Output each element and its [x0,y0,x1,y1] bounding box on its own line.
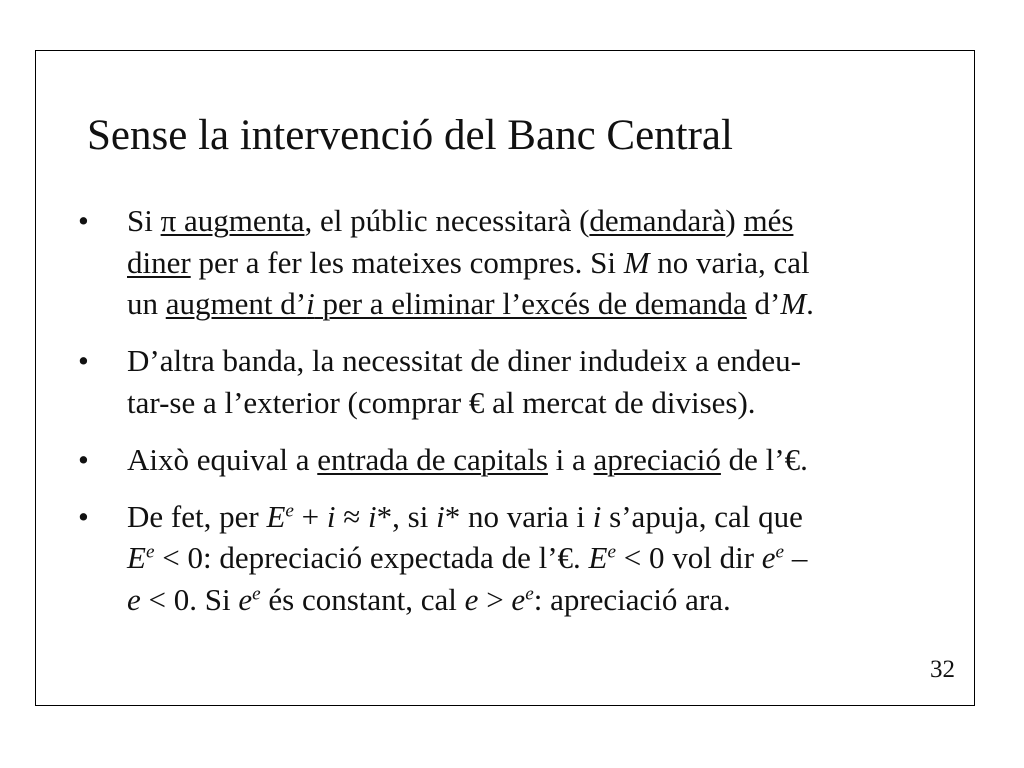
bullet-icon: • [78,343,89,378]
bullet-item-debt [78,340,958,423]
text-run: : apreciació ara. [533,581,731,617]
math-variable: i [592,498,602,534]
text-run: ≈ [335,498,369,534]
text-run: – [784,540,808,575]
text-line: D’altra banda, la necessitat de diner indudeix a endeu- [127,343,801,378]
text-run: Això equival a [127,441,318,477]
math-variable: i [306,286,315,321]
underlined-term: més [743,203,794,238]
math-variable: i [368,498,377,534]
underlined-term: demandarà [589,203,726,238]
text-line [127,496,958,538]
math-variable: e [761,540,776,575]
text-run: per a eliminar l’excés de demanda [314,286,747,321]
math-superscript: e [285,499,294,521]
text-run: < 0 vol dir [615,540,762,575]
text-line [127,242,958,284]
underlined-term: apreciació [593,441,721,477]
text-line [127,283,958,325]
bullet-icon: • [78,441,89,477]
text-line [127,439,958,481]
text-run: , el públic necessitarà ( [304,203,590,238]
math-variable: e [127,581,141,617]
text-run: d’ [746,286,781,321]
math-variable: E [588,540,608,575]
page-number: 32 [930,656,955,683]
text-run: < 0: depreciació expectada de l’€. [154,540,589,575]
text-line [127,579,958,621]
math-variable: i [326,498,336,534]
math-variable: e [511,581,526,617]
text-run: De fet, per [127,498,267,534]
text-run: *, si [376,498,437,534]
math-superscript: e [775,541,785,563]
text-run: no varia, cal [649,244,810,280]
underlined-term: π augmenta [160,203,305,238]
text-line: tar-se a l’exterior (comprar € al mercat de divises). [127,384,756,420]
underlined-term: entrada de capitals [317,441,548,477]
math-variable: E [266,498,286,534]
text-run: + [293,498,327,534]
bullet-item-inflation [78,200,958,325]
text-run: és constant, cal [260,581,465,617]
text-run: s’apuja, cal que [601,498,803,534]
text-run: . [806,286,814,321]
text-run: augment d’ [165,286,307,321]
text-run: Si [127,203,161,238]
text-run: ) [725,203,744,238]
underlined-term [166,286,747,321]
math-variable: M [780,286,807,321]
text-run: per a fer les mateixes compres. Si [190,244,624,280]
bullet-icon: • [78,203,89,238]
math-superscript: e [252,582,261,604]
text-run: < 0. Si [140,581,239,617]
math-superscript: e [607,541,616,563]
text-run: * no varia i [444,498,593,534]
math-variable: e [238,581,253,617]
math-variable: i [436,498,445,534]
bullet-list [78,200,958,636]
text-run: un [127,286,166,321]
bullet-item-expectations [78,496,958,621]
bullet-icon: • [78,498,89,534]
math-superscript: e [525,582,534,604]
text-run: i a [547,441,594,477]
text-run: > [478,581,512,617]
bullet-item-capital-inflow [78,439,958,481]
text-line [127,200,958,242]
math-superscript: e [145,541,155,563]
math-variable: e [464,581,479,617]
text-run: de l’€. [720,441,808,477]
math-variable: M [623,244,650,280]
underlined-term: diner [127,244,191,280]
slide-title: Sense la intervenció del Banc Central [87,112,733,159]
math-variable: E [127,540,146,575]
text-line [127,537,958,579]
